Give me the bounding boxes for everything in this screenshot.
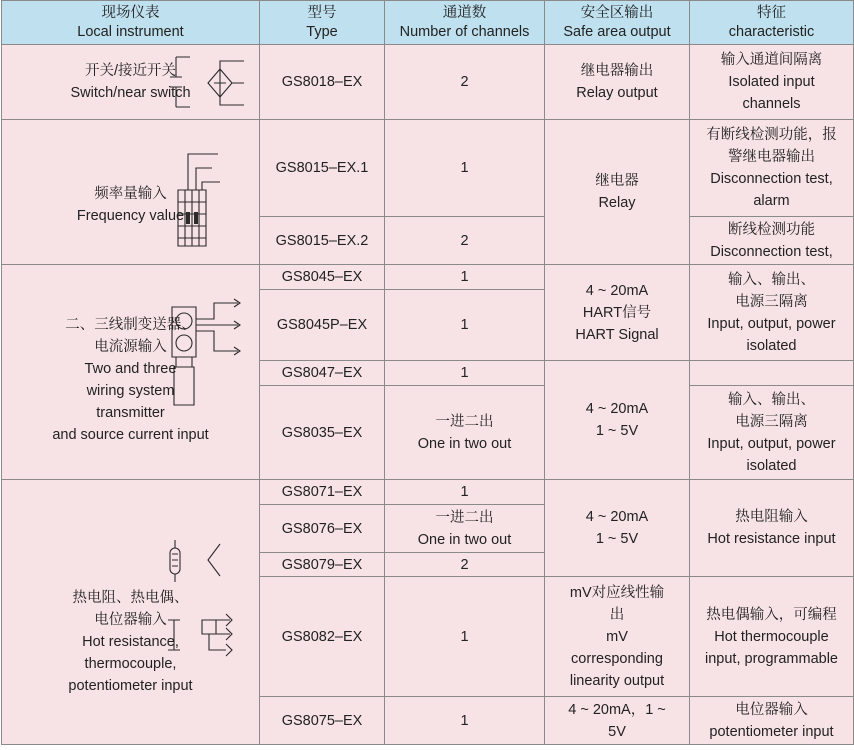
type-cell: GS8071–EX <box>260 480 385 505</box>
output-cell: 继电器 Relay <box>545 120 690 265</box>
channels-cell: 2 <box>385 45 545 120</box>
channels-cell: 1 <box>385 480 545 505</box>
characteristic-cell: 输入通道间隔离 Isolated input channels <box>690 45 854 120</box>
channels-cell: 1 <box>385 697 545 745</box>
type-cell: GS8076–EX <box>260 505 385 553</box>
type-cell: GS8035–EX <box>260 386 385 480</box>
output-cell: 4 ~ 20mA HART信号 HART Signal <box>545 265 690 361</box>
channels-cell: 2 <box>385 553 545 577</box>
characteristic-cell: 断线检测功能 Disconnection test, <box>690 217 854 265</box>
header-row <box>2 1 854 45</box>
header-channels: 通道数 Number of channels <box>385 1 545 45</box>
channels-cell: 1 <box>385 577 545 697</box>
characteristic-cell: 输入、输出、 电源三隔离 Input, output, power isolated <box>690 386 854 480</box>
instrument-switch: 开关/接近开关 Switch/near switch <box>2 45 260 120</box>
table-row <box>2 45 854 120</box>
characteristic-cell: 输入、输出、 电源三隔离 Input, output, power isolated <box>690 265 854 361</box>
characteristic-cell: 热电偶输入，可编程 Hot thermocouple input, programmable <box>690 577 854 697</box>
type-cell: GS8015–EX.1 <box>260 120 385 217</box>
table-row <box>2 120 854 217</box>
type-cell: GS8045P–EX <box>260 290 385 361</box>
channels-cell: 一进二出 One in two out <box>385 505 545 553</box>
header-local-instrument: 现场仪表 Local instrument <box>2 1 260 45</box>
table-row <box>2 265 854 290</box>
type-cell: GS8047–EX <box>260 361 385 386</box>
instrument-temperature: 热电阻、热电偶、 电位器输入 Hot resistance, thermocouple, potentiometer input <box>2 480 260 745</box>
output-cell: 继电器输出 Relay output <box>545 45 690 120</box>
output-cell: 4 ~ 20mA，1 ~ 5V <box>545 697 690 745</box>
type-cell: GS8018–EX <box>260 45 385 120</box>
output-cell: 4 ~ 20mA 1 ~ 5V <box>545 480 690 577</box>
instrument-transmitter: 二、三线制变送器、 电流源输入 Two and three wiring system transmitter and source current input <box>2 265 260 480</box>
table-row <box>2 480 854 505</box>
type-cell: GS8045–EX <box>260 265 385 290</box>
header-type: 型号 Type <box>260 1 385 45</box>
channels-cell: 1 <box>385 120 545 217</box>
product-spec-table <box>1 0 854 745</box>
channels-cell: 一进二出 One in two out <box>385 386 545 480</box>
output-cell: mV对应线性输 出 mV corresponding linearity output <box>545 577 690 697</box>
output-cell: 4 ~ 20mA 1 ~ 5V <box>545 361 690 480</box>
characteristic-cell: 有断线检测功能，报 警继电器输出 Disconnection test, alarm <box>690 120 854 217</box>
header-characteristic: 特征 characteristic <box>690 1 854 45</box>
type-cell: GS8082–EX <box>260 577 385 697</box>
type-cell: GS8079–EX <box>260 553 385 577</box>
header-safe-area-output: 安全区输出 Safe area output <box>545 1 690 45</box>
instrument-frequency: 频率量输入 Frequency value <box>2 120 260 265</box>
channels-cell: 2 <box>385 217 545 265</box>
characteristic-cell: 热电阻输入 Hot resistance input <box>690 480 854 577</box>
characteristic-cell <box>690 361 854 386</box>
channels-cell: 1 <box>385 265 545 290</box>
channels-cell: 1 <box>385 361 545 386</box>
characteristic-cell: 电位器输入 potentiometer input <box>690 697 854 745</box>
channels-cell: 1 <box>385 290 545 361</box>
type-cell: GS8075–EX <box>260 697 385 745</box>
type-cell: GS8015–EX.2 <box>260 217 385 265</box>
